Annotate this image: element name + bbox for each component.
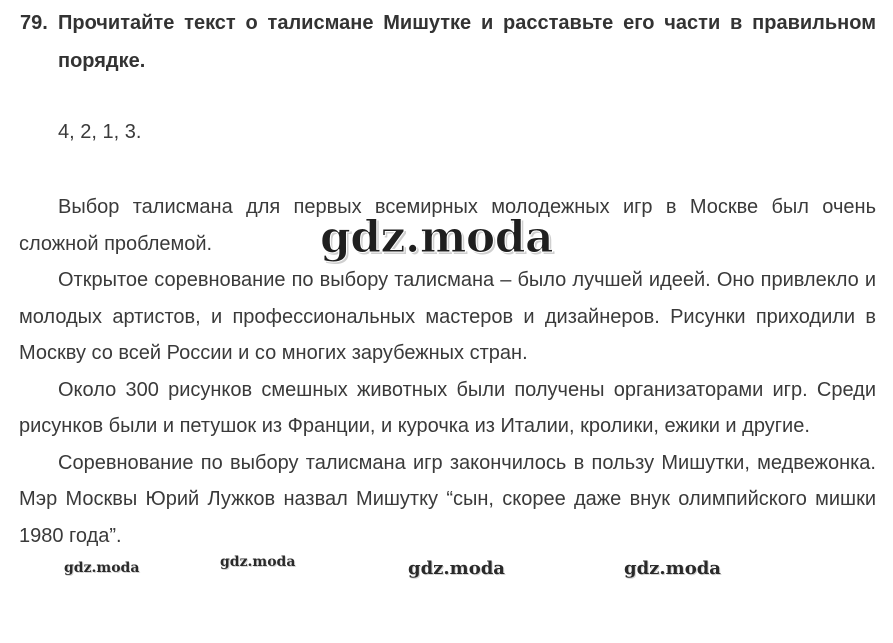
watermark-main: gdz.moda: [320, 212, 554, 263]
answer-sequence: 4, 2, 1, 3.: [58, 121, 142, 143]
watermark-small: gdz.moda: [220, 554, 296, 570]
paragraph-2: Открытое соревнование по выбору талисмана – было лучшей идеей. Оно привлекло и молодых артистов, и профессиональных мастеров и дизайнеров. Рисунки приходили в Москву со всей России и со многих зарубежных стран.: [19, 269, 876, 364]
task-instruction: Прочитайте текст о талисмане Мишутке и расставьте его части в правильном порядке.: [58, 12, 876, 72]
task-heading: [20, 4, 876, 80]
paragraph-4: Соревнование по выбору талисмана игр закончилось в пользу Мишутки, медвежонка. Мэр Москвы Юрий Лужков назвал Мишутку “сын, скорее даже внук олимпийского мишки 1980 года”.: [19, 451, 876, 547]
watermark-small: gdz.moda: [408, 558, 505, 579]
paragraph-1: Выбор талисмана для первых всемирных молодежных игр в Москве был очень сложной проблемой.: [19, 196, 876, 255]
watermark-small: gdz.moda: [64, 560, 140, 576]
watermark-small: gdz.moda: [624, 558, 721, 579]
paragraph-3: Около 300 рисунков смешных животных были получены организаторами игр. Среди рисунков были и петушок из Франции, и курочка из Италии, кролики, ежики и другие.: [19, 378, 876, 437]
task-number: 79.: [20, 12, 48, 34]
